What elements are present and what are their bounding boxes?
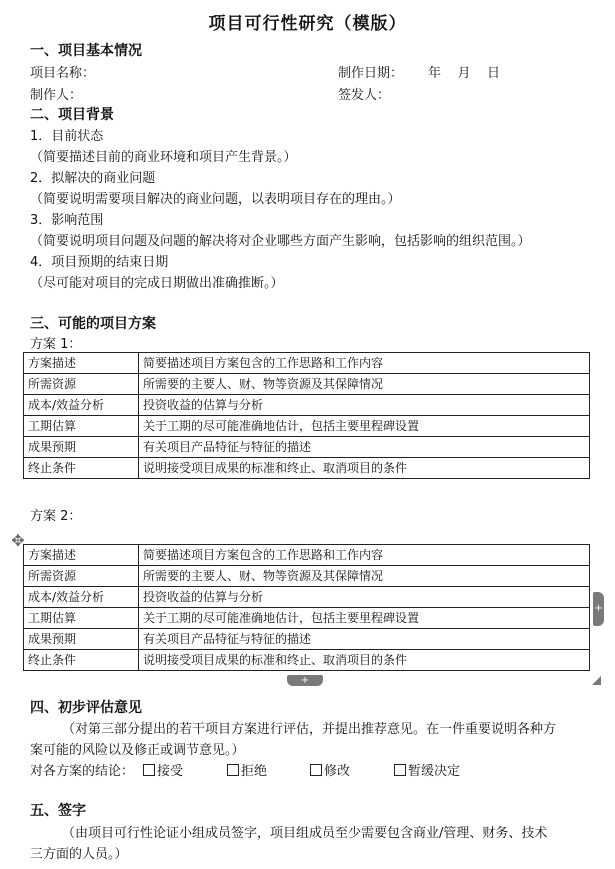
background-item-desc: （简要描述目前的商业环境和项目产生背景。） [30,150,297,165]
table-cell-label[interactable]: 成本/效益分析 [24,395,139,416]
table-cell-desc[interactable]: 关于工期的尽可能准确地估计，包括主要里程碑设置 [139,416,590,437]
plan1-label: 方案 1： [30,337,82,352]
table-cell-desc[interactable]: 所需要的主要人、财、物等资源及其保障情况 [139,374,590,395]
document-title: 项目可行性研究（模版） [208,14,407,34]
table-cell-desc[interactable]: 说明接受项目成果的标准和终止、取消项目的条件 [139,650,590,671]
option-label: 暂缓决定 [408,764,461,779]
option-label: 接受 [157,764,184,779]
issuer-label: 签发人： [338,88,391,103]
table-row [24,458,590,479]
add-row-button[interactable]: + [287,675,323,686]
table-cell-desc[interactable]: 有关项目产品特征与特征的描述 [139,629,590,650]
background-item-title: 4．项目预期的结束日期 [30,255,169,270]
add-column-button[interactable]: + [593,592,604,626]
table-cell-label[interactable]: 终止条件 [24,458,139,479]
table-cell-label[interactable]: 所需资源 [24,374,139,395]
table-row [24,566,590,587]
checkbox-postpone[interactable] [394,764,406,776]
signature-paragraph-line2: 三方面的人员。） [30,847,128,862]
background-item-title: 3．影响范围 [30,213,104,228]
background-item-desc: （尽可能对项目的完成日期做出准确推断。） [30,276,284,291]
section2-heading: 二、项目背景 [30,107,114,123]
background-item-desc: （简要说明需要项目解决的商业问题，以表明项目存在的理由。） [30,192,401,207]
checkbox-reject[interactable] [227,764,239,776]
background-item-title: 1．目前状态 [30,129,104,144]
table-cell-desc[interactable]: 关于工期的尽可能准确地估计，包括主要里程碑设置 [139,608,590,629]
plan1-table [23,352,590,479]
table-cell-desc[interactable]: 投资收益的估算与分析 [139,395,590,416]
table-cell-label[interactable]: 成果预期 [24,629,139,650]
project-name-label: 项目名称： [30,66,96,81]
table-cell-label[interactable]: 方案描述 [24,545,139,566]
section3-heading: 三、可能的项目方案 [30,316,156,332]
table-cell-desc[interactable]: 简要描述项目方案包含的工作思路和工作内容 [139,545,590,566]
checkbox-modify[interactable] [310,764,322,776]
table-cell-label[interactable]: 工期估算 [24,608,139,629]
table-cell-label[interactable]: 成果预期 [24,437,139,458]
option-postpone [393,760,460,779]
option-accept [142,760,183,779]
table-cell-desc[interactable]: 有关项目产品特征与特征的描述 [139,437,590,458]
table-cell-label[interactable]: 方案描述 [24,353,139,374]
table-cell-label[interactable]: 所需资源 [24,566,139,587]
plan2-label: 方案 2： [30,509,82,524]
evaluation-paragraph-line1: （对第三部分提出的若干项目方案进行评估，并提出推荐意见。在一件重要说明各种方 [62,722,557,737]
option-label: 拒绝 [241,764,268,779]
table-row [24,353,590,374]
table-cell-desc[interactable]: 所需要的主要人、财、物等资源及其保障情况 [139,566,590,587]
table-row [24,374,590,395]
table-row [24,437,590,458]
table-resize-handle-icon[interactable] [592,676,601,685]
date-parts: 年 月 日 [428,66,501,81]
table-cell-desc[interactable]: 说明接受项目成果的标准和终止、取消项目的条件 [139,458,590,479]
table-move-handle-icon[interactable]: ✥ [11,531,25,550]
section1-heading: 一、项目基本情况 [30,43,142,59]
option-label: 修改 [324,764,351,779]
table-row [24,395,590,416]
evaluation-paragraph-line2: 案可能的风险以及修正或调节意见。） [30,743,245,758]
table-cell-desc[interactable]: 简要描述项目方案包含的工作思路和工作内容 [139,353,590,374]
section4-heading: 四、初步评估意见 [30,700,142,716]
option-modify [309,760,350,779]
option-reject [226,760,267,779]
date-label: 制作日期： [338,66,404,81]
table-row [24,545,590,566]
plan2-table [23,544,590,671]
table-cell-label[interactable]: 终止条件 [24,650,139,671]
table-cell-label[interactable]: 成本/效益分析 [24,587,139,608]
table-row [24,416,590,437]
table-cell-label[interactable]: 工期估算 [24,416,139,437]
checkbox-accept[interactable] [143,764,155,776]
background-item-title: 2．拟解决的商业问题 [30,171,156,186]
table-row [24,587,590,608]
table-cell-desc[interactable]: 投资收益的估算与分析 [139,587,590,608]
table-row [24,629,590,650]
table-row [24,650,590,671]
conclusion-label: 对各方案的结论： [30,764,135,779]
section5-heading: 五、签字 [30,803,86,819]
background-item-desc: （简要说明项目问题及问题的解决将对企业哪些方面产生影响，包括影响的组织范围。） [30,234,531,249]
signature-paragraph-line1: （由项目可行性论证小组成员签字，项目组成员至少需要包含商业/管理、财务、技术 [62,826,548,841]
table-row [24,608,590,629]
author-label: 制作人： [30,88,83,103]
